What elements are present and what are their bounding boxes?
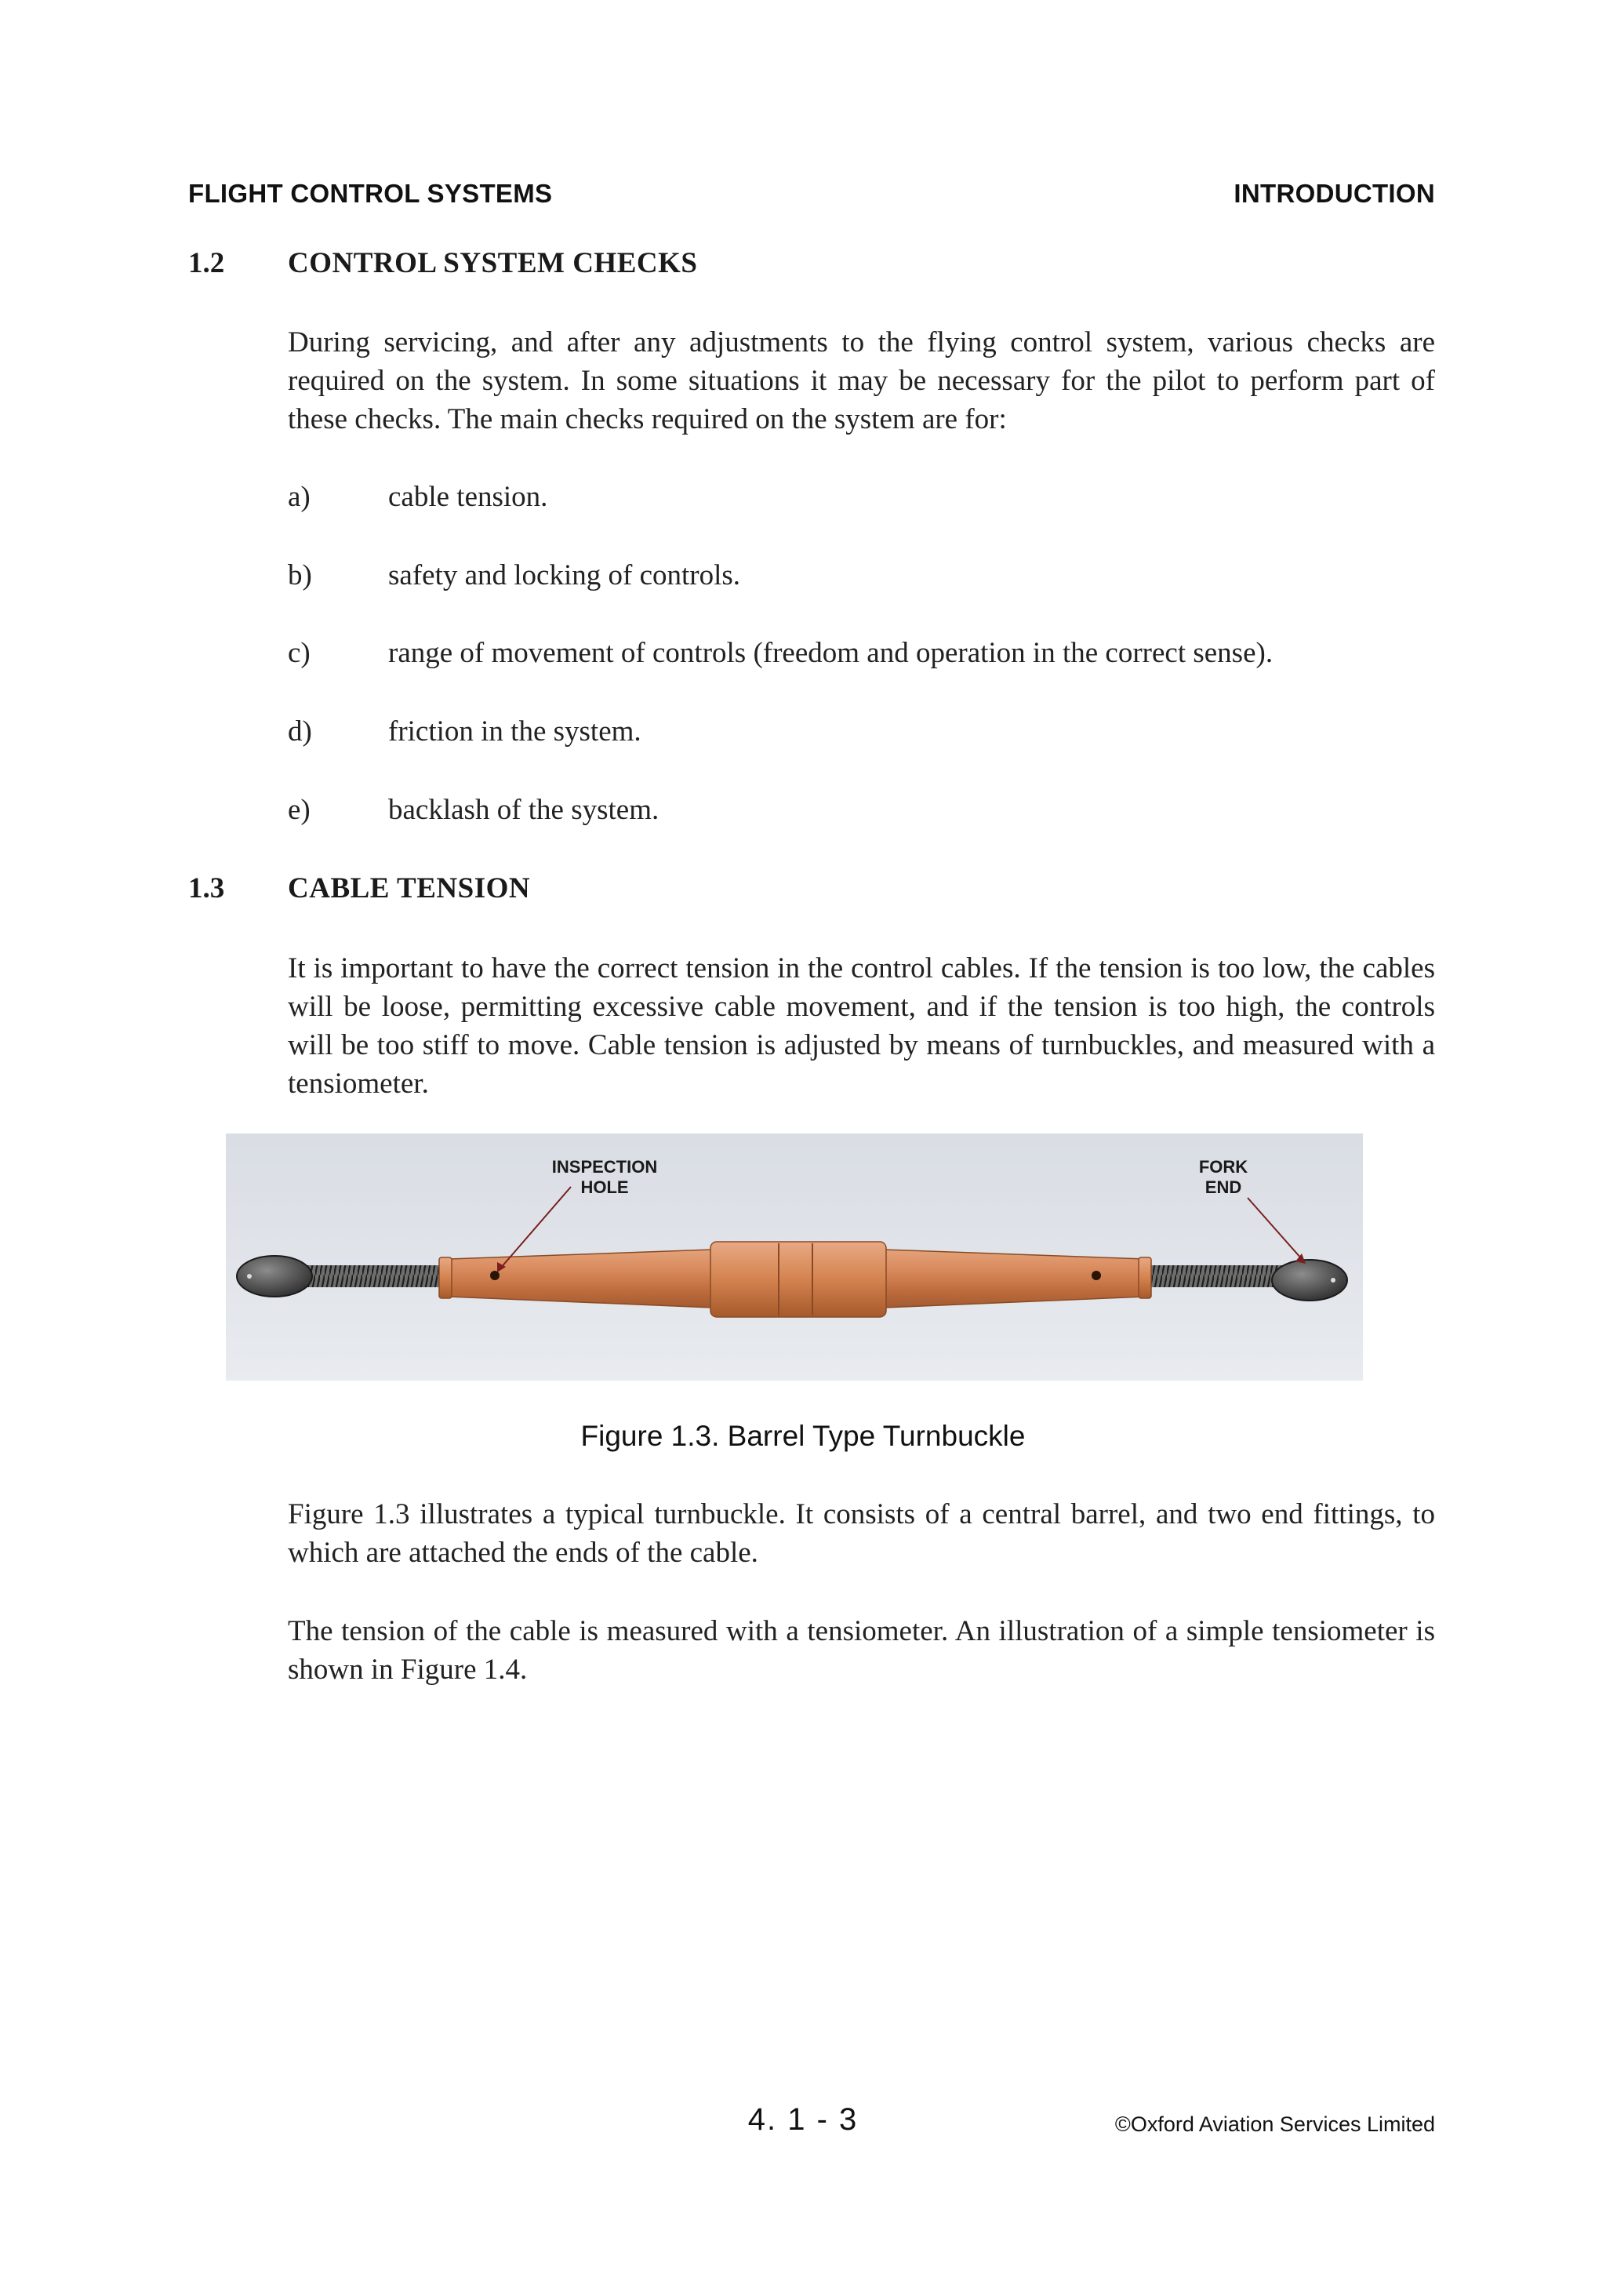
list-item-letter: b) xyxy=(288,559,312,591)
inspection-hole xyxy=(1092,1271,1101,1280)
list-item-letter: d) xyxy=(288,715,312,748)
inspection-hole xyxy=(490,1271,500,1280)
turnbuckle-illustration xyxy=(226,1133,1363,1381)
list-item-letter: a) xyxy=(288,481,311,513)
section-number: 1.2 xyxy=(188,247,225,279)
label-fork-line2: END xyxy=(1204,1177,1242,1197)
header-section-title: INTRODUCTION xyxy=(1234,179,1435,208)
list-item-text: backlash of the system. xyxy=(388,794,659,826)
left-end-hole xyxy=(247,1274,252,1279)
list-item-text: safety and locking of controls. xyxy=(388,559,741,591)
section-number: 1.3 xyxy=(188,872,225,904)
turnbuckle-figure xyxy=(226,1133,1363,1381)
list-item-letter: e) xyxy=(288,794,311,826)
page-number: 4. 1 - 3 xyxy=(747,2102,859,2137)
right-thread xyxy=(1143,1265,1292,1287)
figure-caption: Figure 1.3. Barrel Type Turnbuckle xyxy=(580,1420,1026,1452)
barrel-right-collar xyxy=(1139,1257,1151,1298)
section-heading: CABLE TENSION xyxy=(288,872,531,904)
section-heading: CONTROL SYSTEM CHECKS xyxy=(288,247,698,279)
fork-end-fitting xyxy=(1272,1260,1347,1301)
label-fork-line1: FORK xyxy=(1198,1157,1248,1177)
body-paragraph: It is important to have the correct tension in the control cables. If the tension is too low, the cables will be loose, permitting excessive cable movement, and if the tension is too high, the controls will be too stiff to move. Cable tension is adjusted by means of turnbuckles, and measured with a tensiometer. xyxy=(288,952,1435,1100)
list-item-text: range of movement of controls (freedom and operation in the correct sense). xyxy=(388,637,1274,669)
list-item-text: cable tension. xyxy=(388,481,548,513)
body-paragraph: During servicing, and after any adjustments to the flying control system, various checks are required on the system. In some situations it may be necessary for the pilot to perform part of these checks. The main checks required on the system are for: xyxy=(288,326,1435,435)
body-paragraph: Figure 1.3 illustrates a typical turnbuckle. It consists of a central barrel, and two end fittings, to which are attached the ends of the cable. xyxy=(288,1498,1435,1569)
barrel-left-collar xyxy=(439,1257,452,1298)
list-item-letter: c) xyxy=(288,637,311,669)
header-chapter-title: FLIGHT CONTROL SYSTEMS xyxy=(188,179,553,208)
label-inspection-line1: INSPECTION xyxy=(551,1157,658,1177)
list-item-text: friction in the system. xyxy=(388,715,641,748)
body-paragraph: The tension of the cable is measured with a tensiometer. An illustration of a simple tensiometer is shown in Figure 1.4. xyxy=(288,1615,1435,1686)
label-inspection-line2: HOLE xyxy=(580,1177,629,1197)
barrel-center-boss xyxy=(710,1242,886,1317)
copyright-notice: ©Oxford Aviation Services Limited xyxy=(1114,2112,1435,2136)
right-end-hole xyxy=(1331,1278,1335,1283)
